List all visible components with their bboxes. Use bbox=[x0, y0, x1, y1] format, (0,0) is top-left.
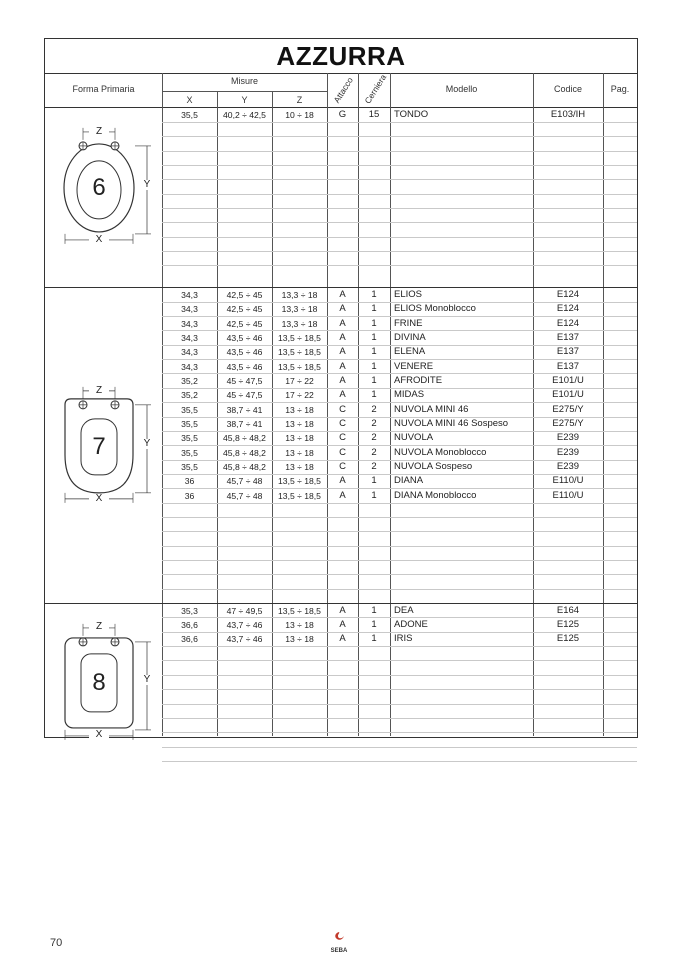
header-pag: Pag. bbox=[610, 84, 630, 94]
cell-y: 45,8 ÷ 48,2 bbox=[223, 462, 266, 473]
dim-x-label: X bbox=[89, 494, 109, 504]
cell-z: 13,3 ÷ 18 bbox=[281, 304, 318, 315]
cell-x: 35,5 bbox=[181, 419, 198, 429]
cell-y: 43,5 ÷ 46 bbox=[226, 332, 263, 343]
cell-x: 35,5 bbox=[181, 110, 198, 120]
cell-y: 42,5 ÷ 45 bbox=[226, 304, 263, 315]
cell-x: 36 bbox=[184, 490, 195, 501]
row-rule bbox=[162, 194, 637, 195]
header-cerniera: Cerniera bbox=[362, 72, 389, 106]
cell-modello: NUVOLA MINI 46 Sospeso bbox=[394, 418, 509, 429]
header-modello: Modello bbox=[445, 84, 478, 94]
cell-cerniera: 1 bbox=[371, 303, 377, 315]
cell-attacco: A bbox=[339, 374, 346, 386]
cell-codice: E239 bbox=[556, 446, 580, 458]
cell-codice: E164 bbox=[556, 604, 580, 616]
cell-codice: E124 bbox=[556, 303, 580, 315]
row-rule bbox=[162, 546, 637, 547]
cell-y: 45,7 ÷ 48 bbox=[226, 476, 263, 487]
cell-attacco: A bbox=[339, 303, 346, 315]
row-rule bbox=[162, 589, 637, 590]
cell-codice: E275/Y bbox=[552, 403, 584, 415]
cell-z: 13,5 ÷ 18,5 bbox=[278, 605, 321, 616]
header-attacco: Attacco bbox=[331, 75, 355, 105]
cell-codice: E137 bbox=[556, 360, 580, 372]
cell-x: 36 bbox=[184, 476, 195, 487]
cell-attacco: C bbox=[339, 446, 346, 458]
cell-z: 17 ÷ 22 bbox=[285, 375, 314, 386]
cell-cerniera: 2 bbox=[371, 432, 377, 444]
shape-number: 8 bbox=[92, 669, 106, 697]
brand-name: SEBA bbox=[330, 948, 348, 954]
page-title: AZZURRA bbox=[45, 39, 637, 74]
cell-x: 35,2 bbox=[181, 390, 198, 401]
cell-z: 13,3 ÷ 18 bbox=[281, 318, 318, 329]
cell-y: 43,7 ÷ 46 bbox=[226, 634, 263, 645]
cell-attacco: A bbox=[339, 389, 346, 401]
row-rule bbox=[162, 747, 637, 748]
cell-y: 45,7 ÷ 48 bbox=[226, 490, 263, 501]
cell-attacco: G bbox=[338, 109, 347, 120]
cell-x: 34,3 bbox=[181, 318, 198, 329]
cell-cerniera: 1 bbox=[371, 489, 377, 501]
row-rule bbox=[162, 251, 637, 252]
cell-x: 34,3 bbox=[181, 332, 198, 343]
row-rule bbox=[162, 660, 637, 661]
cell-x: 36,6 bbox=[181, 634, 198, 645]
row-rule bbox=[162, 675, 637, 676]
cell-modello: AFRODITE bbox=[394, 374, 443, 386]
cell-attacco: C bbox=[339, 432, 346, 444]
cell-attacco: C bbox=[339, 403, 346, 415]
dim-y-label: Y bbox=[137, 439, 157, 449]
cell-x: 34,3 bbox=[181, 304, 198, 315]
cell-y: 47 ÷ 49,5 bbox=[226, 605, 263, 616]
cell-y: 38,7 ÷ 41 bbox=[226, 404, 263, 415]
cell-z: 13 ÷ 18 bbox=[285, 619, 314, 630]
cell-attacco: C bbox=[339, 418, 346, 429]
cell-attacco: A bbox=[339, 288, 346, 300]
row-rule bbox=[162, 208, 637, 209]
cell-z: 13,3 ÷ 18 bbox=[281, 289, 318, 300]
dim-y-label: Y bbox=[137, 675, 157, 685]
cell-cerniera: 1 bbox=[371, 389, 377, 401]
cell-modello: MIDAS bbox=[394, 389, 425, 401]
cell-modello: ELIOS bbox=[394, 288, 422, 300]
cell-modello: FRINE bbox=[394, 317, 423, 329]
row-rule bbox=[162, 265, 637, 266]
cell-codice: E110/U bbox=[552, 475, 584, 487]
shape-number: 7 bbox=[92, 432, 106, 460]
cell-z: 13,5 ÷ 18,5 bbox=[278, 361, 321, 372]
cell-attacco: A bbox=[339, 489, 346, 501]
cell-z: 10 ÷ 18 bbox=[285, 110, 314, 120]
header-misure-divider bbox=[162, 91, 327, 92]
cell-cerniera: 1 bbox=[371, 475, 377, 487]
cell-x: 35,5 bbox=[181, 462, 198, 473]
cell-y: 45 ÷ 47,5 bbox=[226, 390, 263, 401]
cell-codice: E239 bbox=[556, 432, 580, 444]
cell-codice: E110/U bbox=[552, 489, 584, 501]
cell-attacco: A bbox=[339, 604, 346, 616]
cell-attacco: A bbox=[339, 618, 346, 630]
cell-y: 42,5 ÷ 45 bbox=[226, 318, 263, 329]
row-rule bbox=[162, 732, 637, 733]
row-rule bbox=[162, 704, 637, 705]
cell-y: 43,5 ÷ 46 bbox=[226, 347, 263, 358]
cell-attacco: A bbox=[339, 317, 346, 329]
cell-cerniera: 2 bbox=[371, 418, 377, 429]
cell-y: 45,8 ÷ 48,2 bbox=[223, 433, 266, 444]
header-z: Z bbox=[296, 95, 303, 105]
cell-x: 34,3 bbox=[181, 361, 198, 372]
cell-z: 13 ÷ 18 bbox=[285, 433, 314, 444]
cell-modello: TONDO bbox=[394, 109, 429, 120]
cell-modello: ADONE bbox=[394, 618, 428, 630]
row-rule bbox=[162, 179, 637, 180]
cell-modello: NUVOLA Monoblocco bbox=[394, 446, 487, 458]
brand-logo bbox=[327, 930, 351, 954]
cell-modello: NUVOLA Sospeso bbox=[394, 461, 473, 473]
cell-z: 13,5 ÷ 18,5 bbox=[278, 490, 321, 501]
header-y: Y bbox=[241, 95, 248, 105]
cell-cerniera: 2 bbox=[371, 446, 377, 458]
cell-attacco: A bbox=[339, 360, 346, 372]
header-misure: Misure bbox=[230, 76, 258, 86]
row-rule bbox=[162, 136, 637, 137]
cell-codice: E124 bbox=[556, 288, 580, 300]
cell-cerniera: 2 bbox=[371, 403, 377, 415]
cell-z: 13 ÷ 18 bbox=[285, 447, 314, 458]
row-rule bbox=[162, 222, 637, 223]
cell-modello: ELENA bbox=[394, 346, 426, 358]
page-number: 70 bbox=[50, 937, 63, 949]
row-rule bbox=[162, 574, 637, 575]
cell-x: 35,5 bbox=[181, 433, 198, 444]
cell-x: 35,5 bbox=[181, 447, 198, 458]
cell-modello: DEA bbox=[394, 604, 414, 616]
cell-codice: E125 bbox=[556, 618, 580, 630]
dim-x-label: X bbox=[89, 730, 109, 740]
row-rule bbox=[162, 689, 637, 690]
column-divider bbox=[603, 73, 604, 736]
row-rule bbox=[162, 531, 637, 532]
row-rule bbox=[162, 761, 637, 762]
row-rule bbox=[162, 560, 637, 561]
cell-codice: E101/U bbox=[552, 374, 584, 386]
cell-x: 35,5 bbox=[181, 404, 198, 415]
cell-cerniera: 1 bbox=[371, 618, 377, 630]
dim-z-label: Z bbox=[89, 622, 109, 632]
cell-codice: E137 bbox=[556, 346, 580, 358]
cell-z: 13,5 ÷ 18,5 bbox=[278, 332, 321, 343]
cell-z: 13 ÷ 18 bbox=[285, 419, 314, 429]
cell-cerniera: 1 bbox=[371, 288, 377, 300]
header-x: X bbox=[186, 95, 193, 105]
cell-y: 43,5 ÷ 46 bbox=[226, 361, 263, 372]
column-divider bbox=[390, 73, 391, 736]
cell-modello: IRIS bbox=[394, 633, 413, 645]
cell-y: 42,5 ÷ 45 bbox=[226, 289, 263, 300]
cell-modello: VENERE bbox=[394, 360, 434, 372]
cell-codice: E137 bbox=[556, 331, 580, 343]
cell-codice: E103/IH bbox=[550, 109, 586, 120]
cell-cerniera: 1 bbox=[371, 346, 377, 358]
cell-y: 43,7 ÷ 46 bbox=[226, 619, 263, 630]
cell-modello: DIANA bbox=[394, 475, 424, 487]
row-rule bbox=[162, 517, 637, 518]
cell-modello: DIVINA bbox=[394, 331, 426, 343]
cell-cerniera: 2 bbox=[371, 461, 377, 473]
dim-z-label: Z bbox=[89, 127, 109, 137]
cell-x: 35,3 bbox=[181, 605, 198, 616]
cell-cerniera: 1 bbox=[371, 360, 377, 372]
row-rule bbox=[162, 237, 637, 238]
cell-cerniera: 15 bbox=[368, 109, 380, 120]
dim-x-label: X bbox=[89, 235, 109, 245]
cell-x: 36,6 bbox=[181, 619, 198, 630]
cell-cerniera: 1 bbox=[371, 331, 377, 343]
cell-y: 38,7 ÷ 41 bbox=[226, 419, 263, 429]
cell-y: 40,2 ÷ 42,5 bbox=[223, 110, 266, 120]
cell-z: 13,5 ÷ 18,5 bbox=[278, 476, 321, 487]
cell-x: 35,2 bbox=[181, 375, 198, 386]
cell-attacco: A bbox=[339, 633, 346, 645]
header-codice: Codice bbox=[553, 84, 582, 94]
cell-codice: E239 bbox=[556, 461, 580, 473]
cell-codice: E275/Y bbox=[552, 418, 584, 429]
dim-z-label: Z bbox=[89, 386, 109, 396]
cell-modello: NUVOLA MINI 46 bbox=[394, 403, 469, 415]
header-forma: Forma Primaria bbox=[72, 84, 135, 94]
cell-attacco: C bbox=[339, 461, 346, 473]
cell-z: 13,5 ÷ 18,5 bbox=[278, 347, 321, 358]
cell-modello: ELIOS Monoblocco bbox=[394, 303, 476, 315]
cell-z: 13 ÷ 18 bbox=[285, 404, 314, 415]
cell-x: 34,3 bbox=[181, 289, 198, 300]
cell-x: 34,3 bbox=[181, 347, 198, 358]
cell-codice: E124 bbox=[556, 317, 580, 329]
row-rule bbox=[162, 151, 637, 152]
cell-modello: NUVOLA bbox=[394, 432, 434, 444]
cell-y: 45 ÷ 47,5 bbox=[226, 375, 263, 386]
cell-z: 13 ÷ 18 bbox=[285, 462, 314, 473]
shape-number: 6 bbox=[92, 173, 106, 201]
cell-z: 17 ÷ 22 bbox=[285, 390, 314, 401]
seba-swirl-icon bbox=[332, 931, 346, 943]
cell-cerniera: 1 bbox=[371, 604, 377, 616]
cell-modello: DIANA Monoblocco bbox=[394, 489, 477, 501]
catalog-sheet bbox=[44, 38, 638, 741]
cell-codice: E101/U bbox=[552, 389, 584, 401]
row-rule bbox=[162, 718, 637, 719]
cell-cerniera: 1 bbox=[371, 317, 377, 329]
cell-attacco: A bbox=[339, 331, 346, 343]
cell-y: 45,8 ÷ 48,2 bbox=[223, 447, 266, 458]
cell-codice: E125 bbox=[556, 633, 580, 645]
cell-z: 13 ÷ 18 bbox=[285, 634, 314, 645]
cell-attacco: A bbox=[339, 475, 346, 487]
cell-cerniera: 1 bbox=[371, 374, 377, 386]
cell-cerniera: 1 bbox=[371, 633, 377, 645]
row-rule bbox=[162, 165, 637, 166]
dim-y-label: Y bbox=[137, 180, 157, 190]
cell-attacco: A bbox=[339, 346, 346, 358]
